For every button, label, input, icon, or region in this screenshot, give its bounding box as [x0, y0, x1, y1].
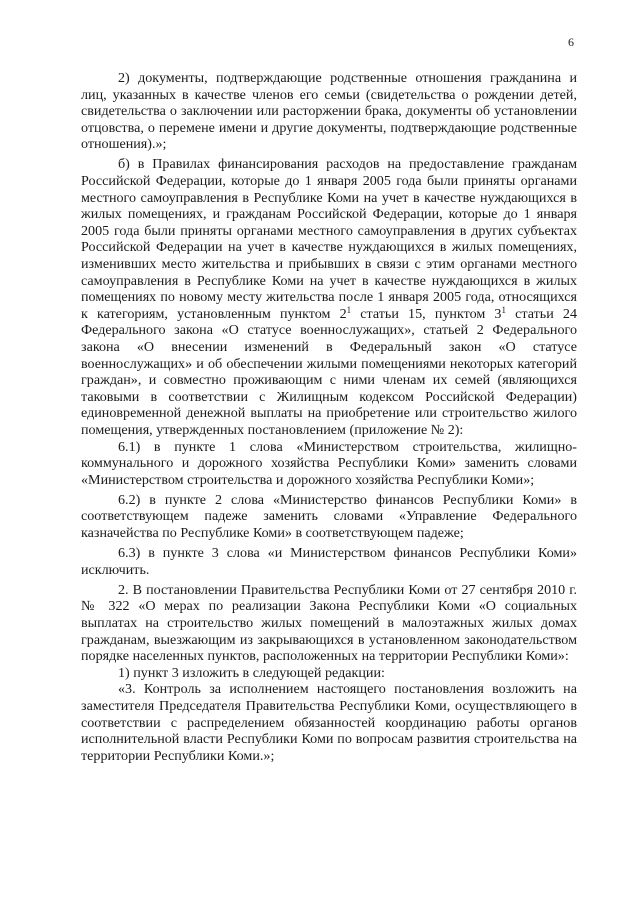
paragraph-2-resolution: 2. В постановлении Правительства Республики Коми от 27 сентября 2010 г. № 322 «О мерах по реализации Закона Республики Коми «О социальных выплатах на строительство жилых помещений в малоэтажных жилых домах гражданам, выезжающим из закрывающихся в установленном законодательством порядке населенных пунктов, расположенных на территории Республики Коми»: — [81, 581, 577, 665]
document-body — [81, 70, 577, 764]
paragraph-6-1: 6.1) в пункте 1 слова «Министерством строительства, жилищно-коммунального и дорожного хозяйства Республики Коми» заменить словами «Министерством строительства и дорожного хозяйства Республики Коми»; — [81, 438, 577, 488]
text-segment: б) в Правилах финансирования расходов на предоставление гражданам Российской Федерации, которые до 1 января 2005 года были приняты органами местного самоуправления в Республике Коми на учет в качестве нуждающихся в жилых помещениях, и гражданам Российской Федерации, которые до 1 января 2005 года были приняты органами местного самоуправления в других субъектах Российской Федерации на учет в качестве нуждающихся в жилых помещениях, изменивших место жительства и прибывших в связи с этим органами местного самоуправления в Республике Коми на учет в качестве нуждающихся в жилых помещениях по новому месту жительства после 1 января 2005 года, относящихся к категориям, установленным пунктом 2 — [81, 156, 577, 322]
paragraph-item-1: 1) пункт 3 изложить в следующей редакции: — [118, 664, 385, 681]
text-segment: статьи 24 Федерального закона «О статусе военнослужащих», статьей 2 Федерального закона «О внесении изменений в Федеральный закон «О статусе военнослужащих» и об обеспечении жилыми помещениями некоторых категорий граждан», и совместно проживающим с ними членам их семей (являющихся таковыми в соответствии с Жилищным кодексом Российской Федерации) единовременной денежной выплаты на приобретение или строительство жилого помещения, утвержденных постановлением (приложение № 2): — [81, 305, 577, 438]
superscript: 1 — [501, 304, 506, 315]
paragraph-financing-rules — [81, 156, 577, 438]
superscript: 1 — [346, 304, 352, 315]
paragraph-6-2: 6.2) в пункте 2 слова «Министерство финансов Республики Коми» в соответствующем падеже заменить словами «Управление Федерального казначейства по Республике Коми» в соответствующем падеже; — [81, 491, 577, 542]
paragraph-item-3-text: «3. Контроль за исполнением настоящего постановления возложить на заместителя Председателя Правительства Республики Коми, осуществляющего в соответствии с распределением обязанностей координацию работы органов исполнительной власти Республики Коми по вопросам развития строительства на территории Республики Коми.»; — [81, 681, 577, 764]
page-number: 6 — [568, 35, 574, 49]
text-segment: статьи 15, пунктом 3 — [351, 305, 502, 322]
paragraph-documents-list-item: 2) документы, подтверждающие родственные отношения гражданина и лиц, указанных в качестве членов его семьи (свидетельства о рождении детей, свидетельства о заключении или расторжении брака, документы об установлении отцовства, о перемене имени и другие документы, подтверждающие родственные отношения).»; — [81, 70, 577, 153]
paragraph-6-3: 6.3) в пункте 3 слова «и Министерством финансов Республики Коми» исключить. — [81, 545, 577, 578]
